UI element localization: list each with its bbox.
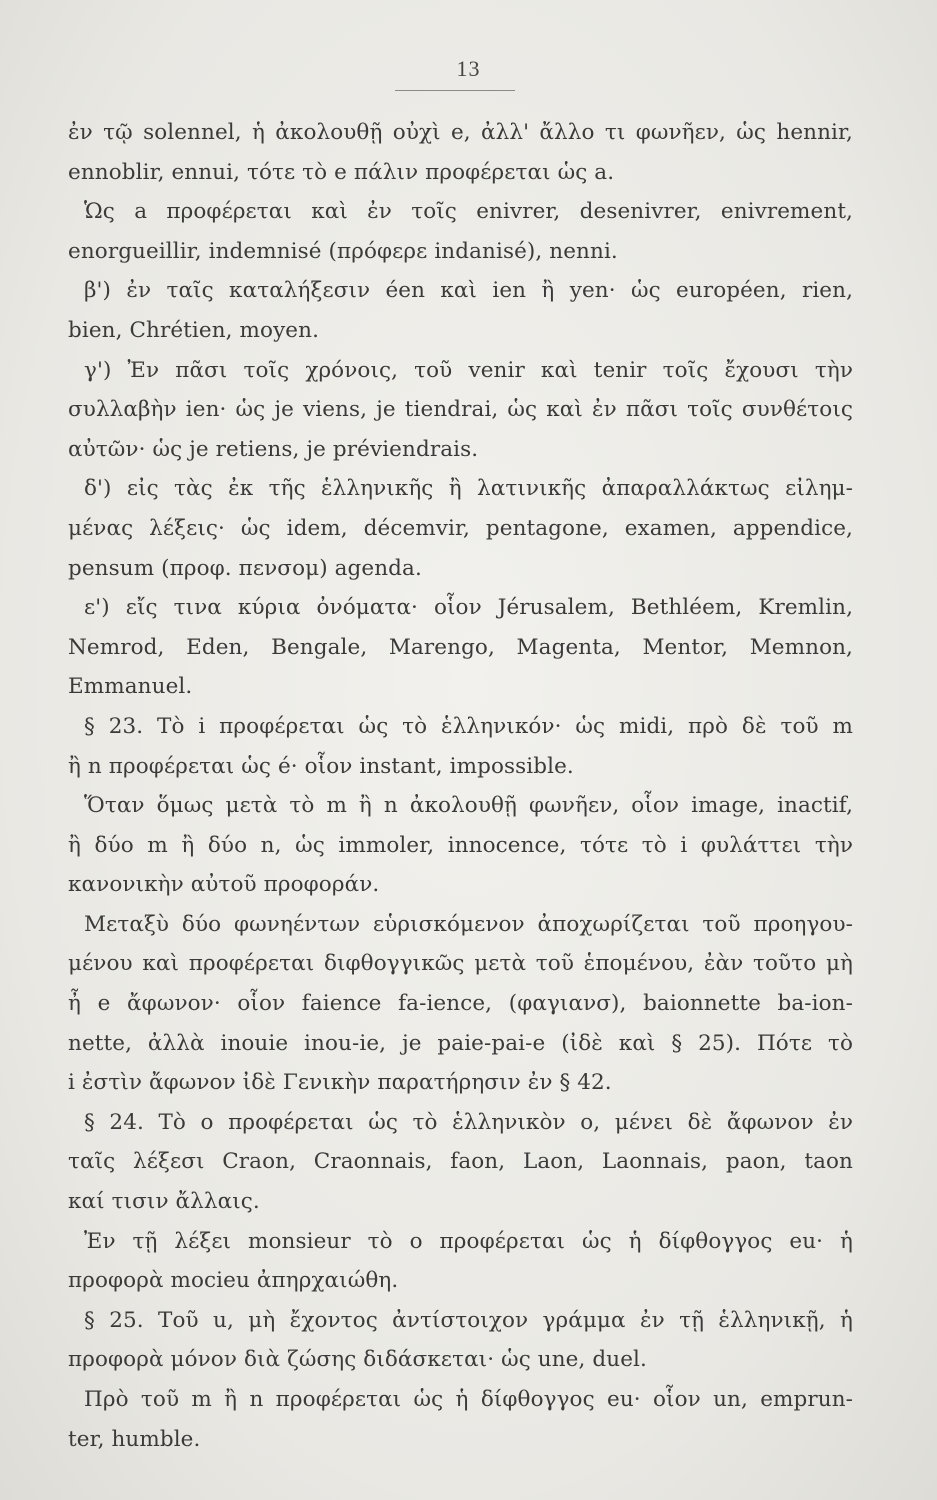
- text-line: ἢ δύο m ἢ δύο n, ὡς immoler, innocence, τότε τὸ i φυλάττει τὴν: [68, 832, 853, 858]
- text-line: Nemrod, Eden, Bengale, Marengo, Magenta, Mentor, Memnon,: [68, 634, 853, 660]
- text-line: γ') Ἐν πᾶσι τοῖς χρόνοις, τοῦ venir καὶ tenir τοῖς ἔχουσι τὴν: [84, 357, 853, 383]
- text-line: Emmanuel.: [68, 674, 193, 700]
- text-line: Μεταξὺ δύο φωνηέντων εὑρισκόμενον ἀποχωρίζεται τοῦ προηγου-: [84, 911, 853, 937]
- text-line: nette, ἀλλὰ inouie inou-ie, je paie-pai-e (ἰδὲ καὶ § 25). Πότε τὸ: [68, 1030, 853, 1056]
- text-line: καί τισιν ἄλλαις.: [68, 1189, 260, 1215]
- text-line: Ἐν τῇ λέξει monsieur τὸ o προφέρεται ὡς ἡ δίφθογγος eu· ἡ: [84, 1228, 853, 1254]
- text-line: προφορὰ μόνον διὰ ζώσης διδάσκεται· ὡς une, duel.: [68, 1347, 647, 1373]
- text-line: ennoblir, ennui, τότε τὸ e πάλιν προφέρεται ὡς a.: [68, 159, 615, 185]
- text-line: enorgueillir, indemnisé (πρόφερε indanisé), nenni.: [68, 238, 618, 264]
- text-line: προφορὰ mocieu ἀπηρχαιώθη.: [68, 1268, 399, 1294]
- text-line: ἢ n προφέρεται ὡς é· οἷον instant, impossible.: [68, 753, 574, 779]
- page-number: 13: [456, 56, 481, 81]
- text-line: Πρὸ τοῦ m ἢ n προφέρεται ὡς ἡ δίφθογγος eu· οἷον un, emprun-: [84, 1387, 853, 1412]
- text-line: συλλαβὴν ien· ὡς je viens, je tiendrai, ὡς καὶ ἐν πᾶσι τοῖς συνθέτοις: [68, 397, 853, 423]
- text-line: § 25. Τοῦ u, μὴ ἔχοντος ἀντίστοιχον γράμμα ἐν τῇ ἑλληνικῇ, ἡ: [84, 1307, 853, 1333]
- text-line: ἦ e ἄφωνον· οἷον faience fa-ience, (φαγιανσ), baionnette ba-ion-: [68, 991, 853, 1017]
- text-line: αὐτῶν· ὡς je retiens, je préviendrais.: [68, 436, 479, 462]
- text-line: μένας λέξεις· ὡς idem, décemvir, pentagone, examen, appendice,: [68, 515, 853, 541]
- text-line: pensum (προφ. πενσομ) agenda.: [68, 555, 422, 581]
- text-line: bien, Chrétien, moyen.: [68, 317, 320, 343]
- text-line: ter, humble.: [68, 1426, 201, 1452]
- header-rule: [395, 90, 515, 91]
- text-line: β') ἐν ταῖς καταλήξεσιν éen καὶ ien ἢ yen· ὡς européen, rien,: [84, 278, 853, 304]
- text-line: δ') εἰς τὰς ἐκ τῆς ἑλληνικῆς ἢ λατινικῆς ἀπαραλλάκτως εἰλημ-: [84, 476, 853, 502]
- text-line: i ἐστὶν ἄφωνον ἰδὲ Γενικὴν παρατήρησιν ἐν § 42.: [68, 1070, 612, 1096]
- text-line: κανονικὴν αὐτοῦ προφοράν.: [68, 872, 380, 898]
- text-line: ἐν τῷ solennel, ἡ ἀκολουθῇ οὐχὶ e, ἀλλ' ἄλλο τι φωνῆεν, ὡς hennir,: [68, 120, 853, 145]
- text-line: § 23. Τὸ i προφέρεται ὡς τὸ ἑλληνικόν· ὡς midi, πρὸ δὲ τοῦ m: [84, 713, 853, 739]
- body-text: [68, 113, 853, 1459]
- text-line: § 24. Τὸ o προφέρεται ὡς τὸ ἑλληνικὸν o, μένει δὲ ἄφωνον ἐν: [84, 1109, 853, 1135]
- text-line: Ὅταν ὅμως μετὰ τὸ m ἢ n ἀκολουθῇ φωνῆεν, οἷον image, inactif,: [84, 793, 853, 819]
- text-line: ταῖς λέξεσι Craon, Craonnais, faon, Laon, Laonnais, paon, taon: [68, 1149, 853, 1175]
- text-line: ε') εἴς τινα κύρια ὀνόματα· οἷον Jérusalem, Bethléem, Kremlin,: [84, 595, 853, 621]
- text-line: Ὡς a προφέρεται καὶ ἐν τοῖς enivrer, desenivrer, enivrement,: [84, 199, 853, 225]
- text-line: μένου καὶ προφέρεται διφθογγικῶς μετὰ τοῦ ἑπομένου, ἐὰν τοῦτο μὴ: [68, 951, 853, 977]
